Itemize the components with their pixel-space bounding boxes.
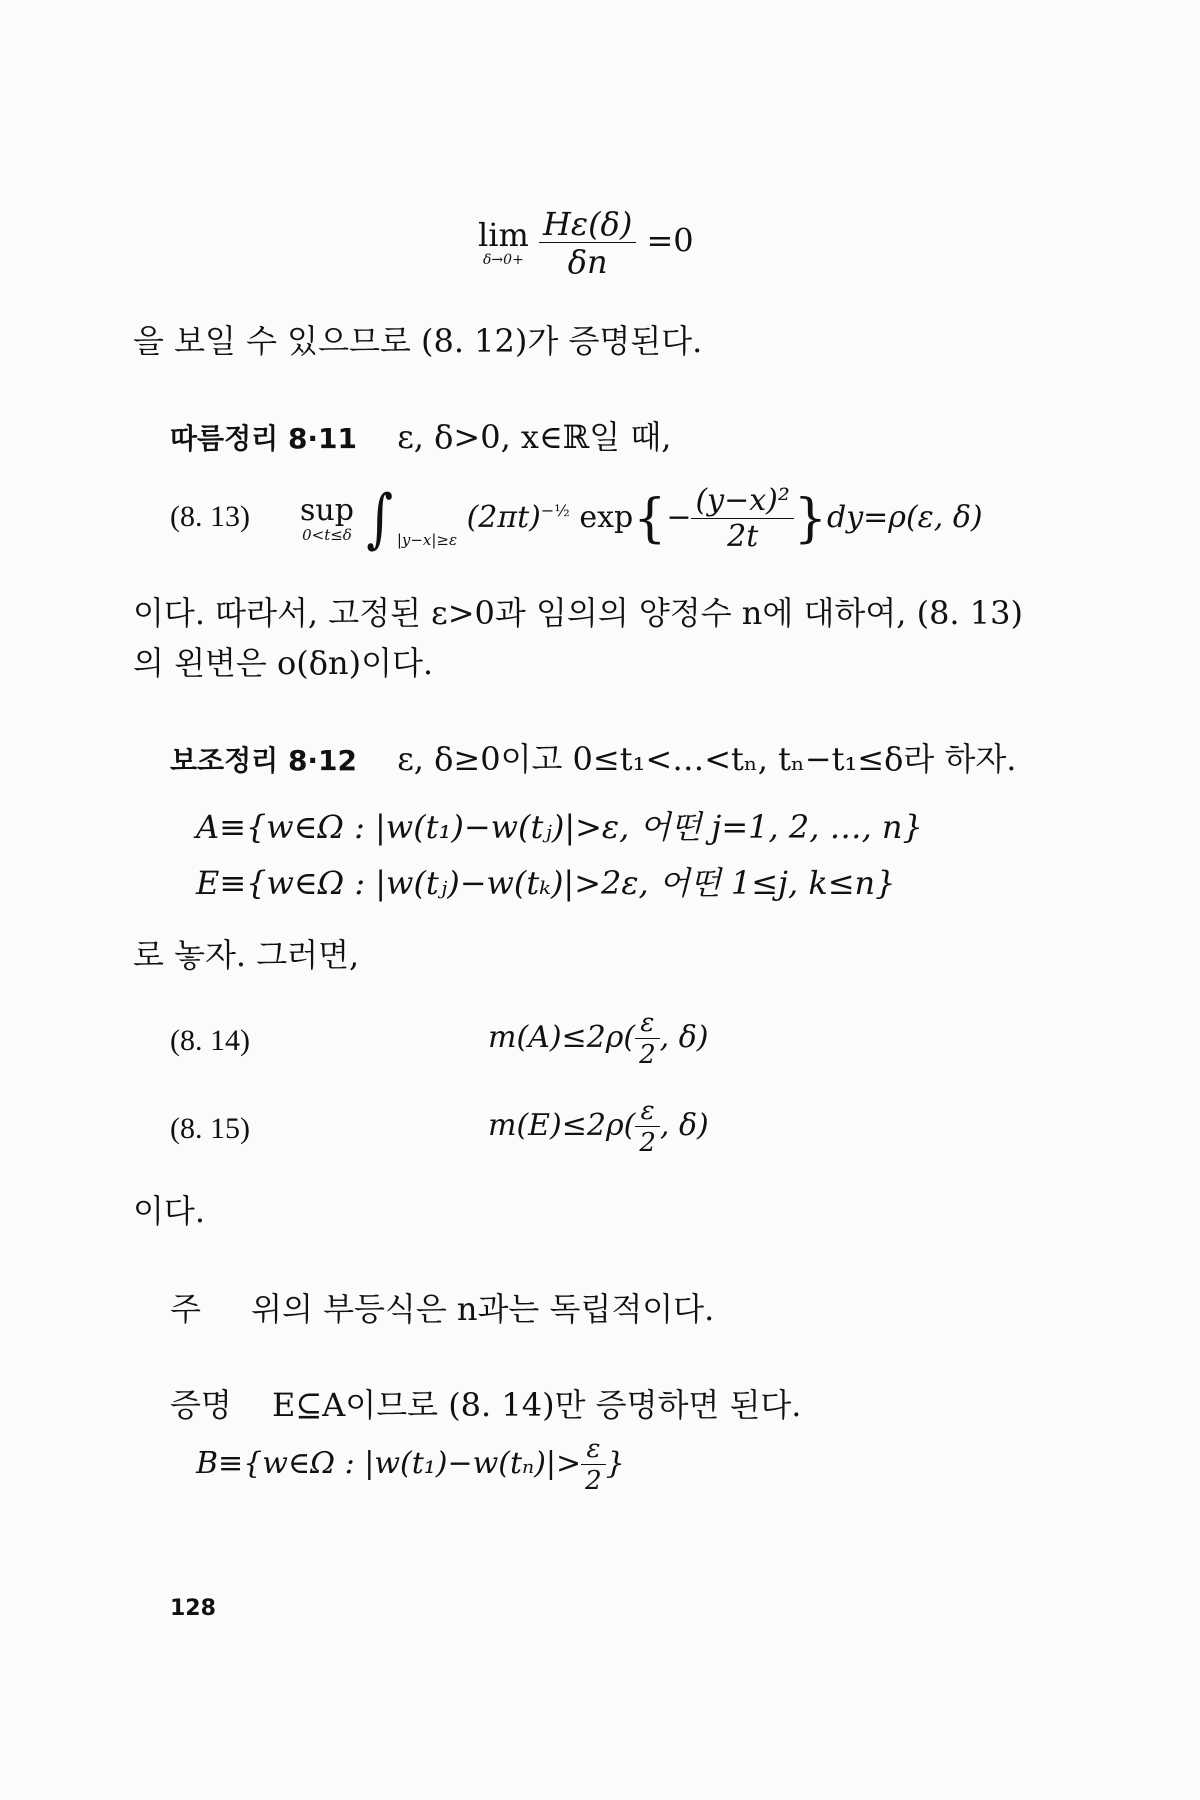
lemma — [170, 734, 1016, 780]
sup-operator — [300, 492, 354, 544]
setB-numerator: ε — [581, 1436, 606, 1465]
paragraph-1: 을 보일 수 있으므로 (8. 12)가 증명된다. — [133, 322, 703, 360]
eq815-denominator: 2 — [639, 1128, 656, 1158]
lemma-text: ε, δ≥0이고 0≤t₁<…<tₙ, tₙ−t₁≤δ라 하자. — [397, 740, 1017, 778]
eq813-exponent: −½ — [540, 501, 570, 520]
eq814-body — [488, 1010, 708, 1068]
limit-equation — [478, 205, 694, 281]
proof-label: 증명 — [170, 1386, 232, 1424]
setB-denominator: 2 — [585, 1466, 602, 1496]
sup-subscript: 0<t≤δ — [302, 525, 352, 544]
lemma-label: 보조정리 8·12 — [170, 744, 358, 777]
lim-subscript: δ→0+ — [483, 252, 524, 268]
paragraph-2: 이다. 따라서, 고정된 ε>0과 임의의 양정수 n에 대하여, (8. 13) — [133, 594, 1023, 632]
eq815-fraction — [635, 1098, 660, 1156]
proof-text: E⊆A이므로 (8. 14)만 증명하면 된다. — [272, 1386, 802, 1424]
corollary — [170, 412, 671, 458]
lim-rhs: =0 — [646, 221, 694, 260]
eq-tag-8-14: (8. 14) — [170, 1024, 250, 1057]
eq813-body: sup 0<t≤δ ∫ $_{|y-x|\ge\varepsilon}$ $(2\pi t)^{-\frac{1}{2}}$ exp{− $\frac{\text{(y−x)²}}{2t}$ }dy=ρ(ε, δ) — [300, 482, 983, 556]
eq813-fraction — [691, 483, 793, 554]
setB-lhs: B≡{w∈Ω : |w(t₁)−w(tₙ)|> — [196, 1446, 582, 1481]
eq813-denominator: 2t — [727, 519, 759, 554]
note-label: 주 — [170, 1290, 201, 1328]
eq815-numerator: ε — [635, 1098, 660, 1127]
setB-rhs: } — [605, 1446, 625, 1481]
set-A-definition: A≡{w∈Ω : |w(t₁)−w(tⱼ)|>ε, 어떤 j=1, 2, …, n} — [196, 808, 923, 846]
note-text: 위의 부등식은 n과는 독립적이다. — [251, 1290, 715, 1328]
set-E-definition: E≡{w∈Ω : |w(tⱼ)−w(tₖ)|>2ε, 어떤 1≤j, k≤n} — [196, 864, 896, 902]
corollary-text: ε, δ>0, x∈ℝ일 때, — [397, 418, 672, 456]
exp-text: exp — [579, 500, 634, 535]
integral-sign: ∫ — [366, 482, 394, 556]
eq815-body — [488, 1098, 709, 1156]
corollary-label: 따름정리 8·11 — [170, 422, 358, 455]
integral-subscript: |y−x|≥ε — [396, 531, 458, 549]
eq814-fraction — [635, 1010, 660, 1068]
sup-text: sup — [300, 492, 354, 528]
paragraph-3: 의 왼변은 o(δn)이다. — [133, 644, 434, 682]
equation-8-15 — [170, 1098, 770, 1158]
lim-fraction — [539, 205, 636, 281]
setB-fraction — [581, 1436, 606, 1494]
right-brace: } — [793, 489, 828, 549]
eq814-lhs: m(A)≤2ρ( — [488, 1020, 636, 1055]
lim-denominator: δn — [567, 243, 608, 281]
paragraph-5: 이다. — [133, 1192, 205, 1230]
left-brace: { — [633, 489, 667, 549]
lim-numerator: Hε(δ) — [539, 208, 636, 243]
equation-8-14 — [170, 1010, 770, 1070]
paragraph-4: 로 놓자. 그러면, — [133, 936, 360, 974]
eq814-numerator: ε — [635, 1010, 660, 1039]
page-number: 128 — [170, 1596, 216, 1621]
set-B-definition — [196, 1436, 625, 1494]
eq814-rhs: , δ) — [659, 1020, 709, 1055]
eq814-denominator: 2 — [639, 1040, 656, 1070]
eq815-lhs: m(E)≤2ρ( — [488, 1108, 636, 1143]
proof — [170, 1380, 801, 1426]
eq813-numerator: (y−x)² — [691, 486, 793, 519]
eq-tag-8-15: (8. 15) — [170, 1112, 250, 1145]
eq815-rhs: , δ) — [659, 1108, 709, 1143]
eq813-factor: (2πt) — [466, 500, 541, 535]
note — [170, 1284, 714, 1330]
eq-tag-8-13: (8. 13) — [170, 500, 250, 533]
lim-text: lim — [478, 216, 529, 254]
lim-operator — [478, 216, 529, 268]
eq813-tail: dy=ρ(ε, δ) — [827, 500, 983, 535]
